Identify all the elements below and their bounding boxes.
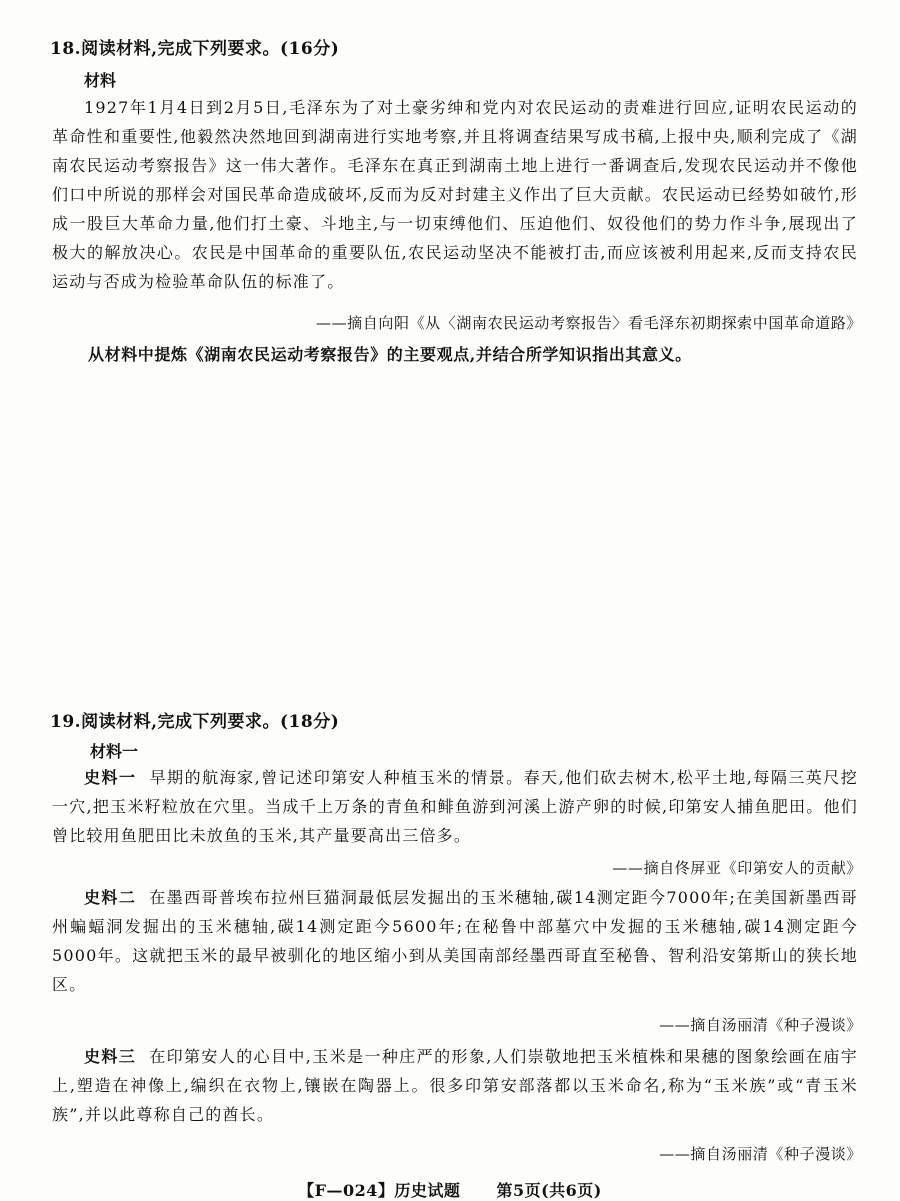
source-text: 早期的航海家,曾记述印第安人种植玉米的情景。春天,他们砍去树木,松平土地,每隔三英尺挖一穴,把玉米籽粒放在穴里。当成千上万条的青鱼和鲱鱼游到河溪上游产卵的时候,印第安人捕鱼肥田。他们曾比较用鱼肥田比未放鱼的玉米,其产量要高出三倍多。	[52, 768, 859, 845]
material-one-label: 材料一	[90, 742, 139, 761]
q18-citation: ——摘自向阳《从〈湖南农民运动考察报告〉看毛泽东初期探索中国革命道路》	[315, 314, 862, 332]
q18-material-text: 1927年1月4日到2月5日,毛泽东为了对土豪劣绅和党内对农民运动的责难进行回应,证明农民运动的革命性和重要性,他毅然决然地回到湖南进行实地考察,并且将调查结果写成书稿,上报中央,顺利完成了《湖南农民运动考察报告》这一伟大著作。毛泽东在真正到湖南土地上进行一番调查后,发现农民运动并不像他们口中所说的那样会对国民革命造成破坏,反而为反对封建主义作出了巨大贡献。农民运动已经势如破竹,形成一股巨大革命力量,他们打土豪、斗地主,与一切束缚他们、压迫他们、奴役他们的势力作斗争,展现出了极大的解放决心。农民是中国革命的重要队伍,农民运动坚决不能被打击,而应该被利用起来,反而支持农民运动与否成为检验革命队伍的标准了。	[52, 98, 858, 291]
source-2-citation: ——摘自汤丽清《种子漫谈》	[659, 1016, 862, 1034]
question-18-title: 18.阅读材料,完成下列要求。(16分)	[50, 39, 340, 59]
question-19-title: 19.阅读材料,完成下列要求。(18分)	[50, 712, 340, 732]
source-label: 史料一	[84, 768, 137, 787]
source-text: 在墨西哥普埃布拉州巨猫洞最低层发掘出的玉米穗轴,碳14测定距今7000年;在美国新墨西哥州蝙蝠洞发掘出的玉米穗轴,碳14测定距今5600年;在秘鲁中部墓穴中发掘的玉米穗轴,碳14测定距今5000年。这就把玉米的最早被驯化的地区缩小到从美国南部经墨西哥直至秘鲁、智利沿安第斯山的狭长地区。	[52, 888, 859, 994]
q18-task: 从材料中提炼《湖南农民运动考察报告》的主要观点,并结合所学知识指出其意义。	[88, 345, 692, 364]
source-label: 史料二	[84, 888, 137, 907]
page-number: 第5页(共6页)	[496, 1181, 602, 1200]
historical-source-3	[52, 1042, 858, 1129]
source-3-citation: ——摘自汤丽清《种子漫谈》	[659, 1145, 862, 1163]
historical-source-2	[52, 883, 858, 999]
source-label: 史料三	[84, 1047, 137, 1066]
source-1-citation: ——摘自佟屏亚《印第安人的贡献》	[612, 859, 862, 877]
exam-code: 【F—024】历史试题	[298, 1181, 461, 1200]
page-footer	[0, 1178, 900, 1201]
material-label: 材料	[84, 71, 117, 90]
historical-source-1	[52, 763, 858, 850]
source-text: 在印第安人的心目中,玉米是一种庄严的形象,人们崇敬地把玉米植株和果穗的图象绘画在庙宇上,塑造在神像上,编织在衣物上,镶嵌在陶器上。很多印第安部落都以玉米命名,称为“玉米族”或“青玉米族”,并以此尊称自己的酋长。	[52, 1047, 858, 1124]
